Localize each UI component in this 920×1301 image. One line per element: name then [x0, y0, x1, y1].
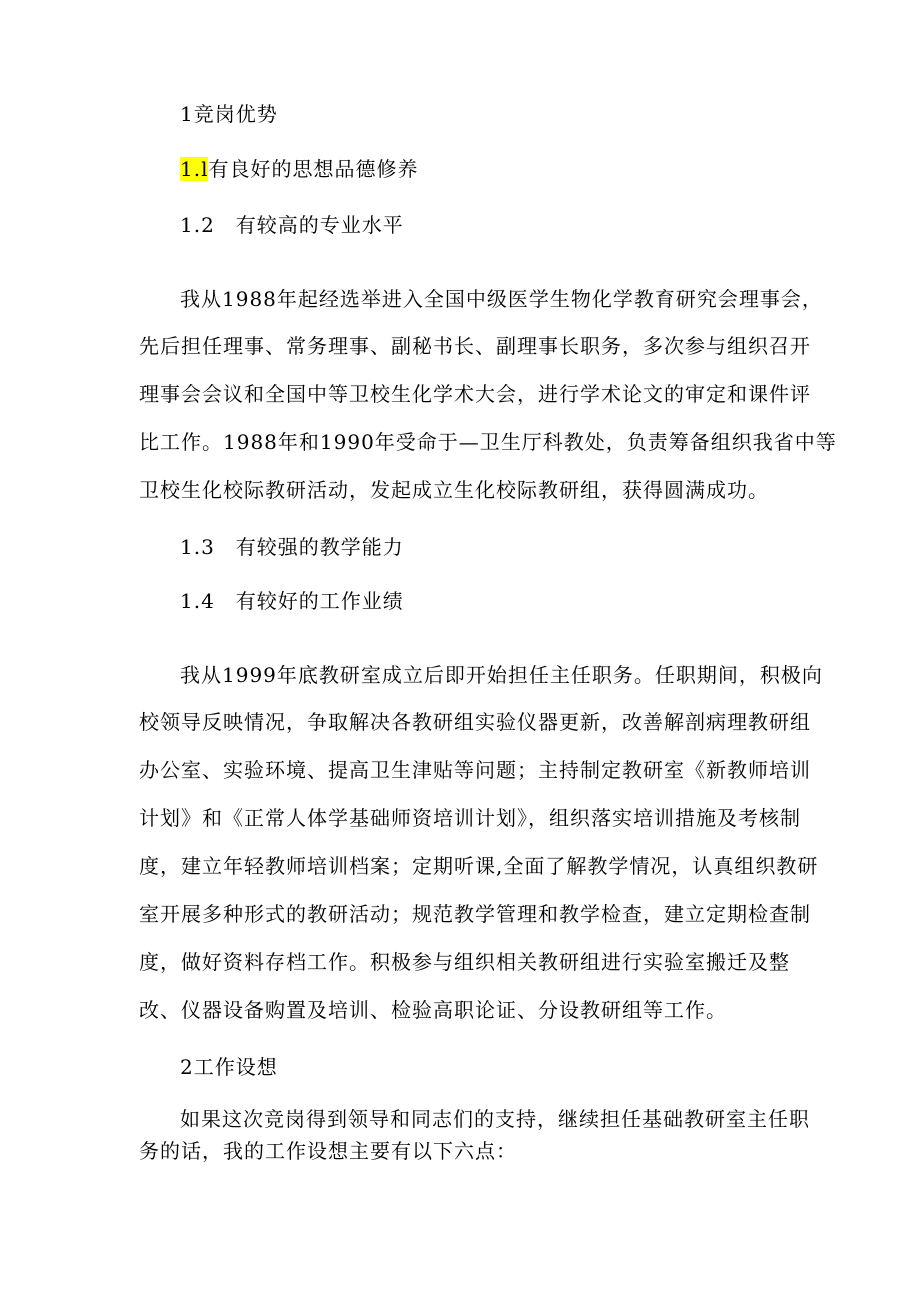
subsection-1-2: 1.2 有较高的专业水平 — [180, 213, 404, 237]
paragraph-1-line-5: 卫校生化校际教研活动，发起成立生化校际教研组，获得圆满成功。 — [139, 478, 769, 502]
subsection-1-4: 1.4 有较好的工作业绩 — [180, 589, 404, 613]
subsection-1-3: 1.3 有较强的教学能力 — [180, 535, 404, 559]
paragraph-2-line-3: 办公室、实验环境、提高卫生津贴等问题；主持制定教研室《新教师培训 — [139, 758, 811, 782]
paragraph-2-line-8: 改、仪器设备购置及培训、检验高职论证、分设教研组等工作。 — [139, 998, 727, 1022]
paragraph-1-line-2: 先后担任理事、常务理事、副秘书长、副理事长职务，多次参与组织召开 — [139, 334, 811, 358]
paragraph-2-line-5: 度，建立年轻教师培训档案；定期听课,全面了解教学情况，认真组织教研 — [139, 854, 819, 878]
section-2-title: 2工作设想 — [180, 1055, 278, 1079]
subsection-1-1-number: 1.l — [180, 157, 209, 181]
paragraph-2-line-7: 度，做好资料存档工作。积极参与组织相关教研组进行实验室搬迁及整 — [139, 950, 790, 974]
paragraph-3-line-1: 如果这次竞岗得到领导和同志们的支持，继续担任基础教研室主任职 — [180, 1107, 810, 1131]
paragraph-1-line-1: 我从1988年起经选举进入全国中级医学生物化学教育研究会理事会， — [180, 287, 823, 311]
paragraph-2-line-1: 我从1999年底教研室成立后即开始担任主任职务。任职期间，积极向 — [180, 663, 823, 687]
paragraph-1-line-3: 理事会会议和全国中等卫校生化学术大会，进行学术论文的审定和课件评 — [139, 382, 811, 406]
subsection-1-1-text: 有良好的思想品德修养 — [208, 157, 419, 181]
paragraph-3-line-2: 务的话，我的工作设想主要有以下六点： — [139, 1139, 517, 1163]
section-1-title: 1竞岗优势 — [180, 102, 278, 126]
paragraph-1-line-4: 比工作。1988年和1990年受命于—卫生厅科教处，负责筹备组织我省中等 — [139, 430, 837, 454]
paragraph-2-line-4: 计划》和《正常人体学基础师资培训计划》，组织落实培训措施及考核制 — [139, 806, 801, 830]
paragraph-2-line-6: 室开展多种形式的教研活动；规范教学管理和教学检查，建立定期检查制 — [139, 902, 811, 926]
subsection-1-1 — [180, 155, 418, 183]
paragraph-2-line-2: 校领导反映情况，争取解决各教研组实验仪器更新，改善解剖病理教研组 — [139, 710, 811, 734]
